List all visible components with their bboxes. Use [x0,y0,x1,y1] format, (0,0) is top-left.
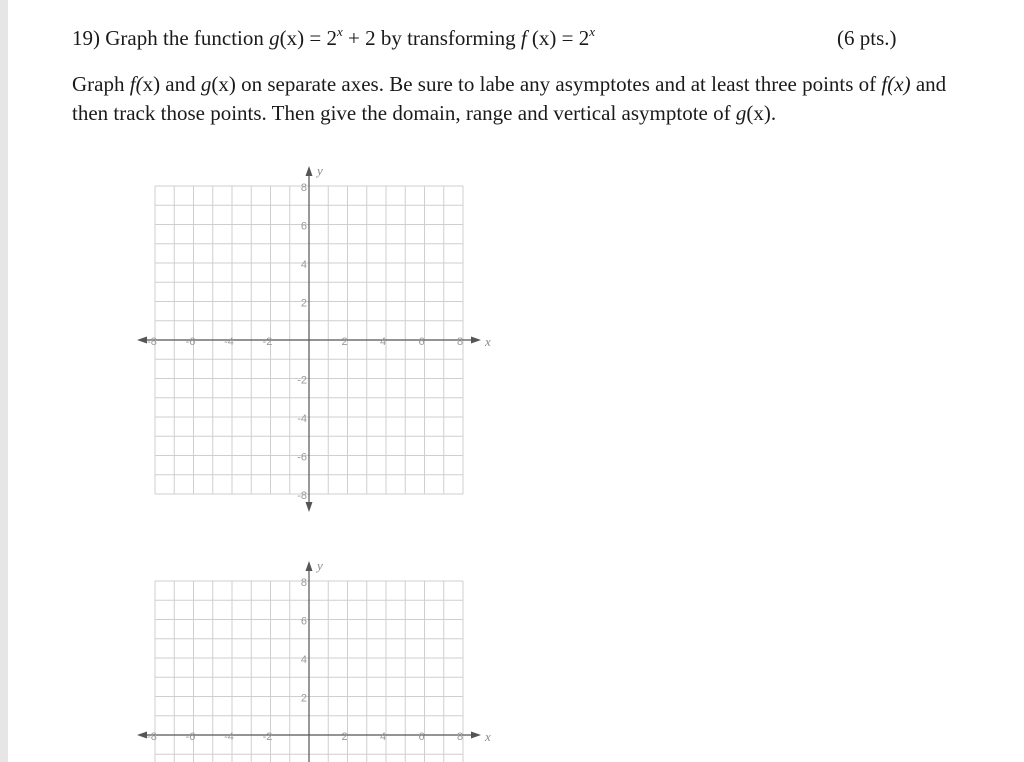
y-tick-label: 2 [300,297,307,310]
x-tick-label: 6 [418,731,425,743]
instr-text: x) and [142,72,201,96]
question-prompt: Graph the function [105,26,264,50]
instr-text: (x) on separate axes. Be sure to labe any asymptotes and at least three points of [211,72,882,96]
g-function-name: g [269,26,280,50]
x-tick-label: -8 [147,731,157,743]
x-tick-label: -4 [224,336,234,348]
g-exponent: x [336,24,343,39]
page-left-margin [0,0,8,762]
x-tick-label: -6 [185,731,196,743]
x-tick-label: 8 [456,336,464,348]
instructions-line-2 [72,99,1017,128]
question-number: 19) [72,26,100,50]
instr-fx: f(x) [881,72,911,96]
x-axis-right-arrow-icon [471,732,481,739]
y-tick-label: 2 [300,692,307,705]
instr-text: (x). [746,101,777,125]
x-axis-label: x [485,334,491,349]
x-tick-label: 2 [341,336,348,348]
y-axis-label: y [317,163,323,178]
instr-f: f( [129,72,143,96]
instr-text: then track those points. Then give the domain, range and vertical asymptote of [72,101,736,125]
y-tick-label: 6 [300,615,307,628]
g-expression: (x) = 2 [279,26,337,50]
y-tick-label: -6 [297,451,307,464]
y-tick-label: 8 [300,577,307,589]
instr-text: Graph [72,72,130,96]
x-tick-label: -4 [224,731,234,743]
question-line [72,24,1012,54]
f-expression: (x) = 2 [526,26,590,50]
y-tick-label: -8 [297,490,307,502]
instr-g: g [200,72,212,96]
y-axis-up-arrow-icon [306,166,313,176]
graph-f[interactable] [130,160,490,520]
y-tick-label: 8 [300,182,307,194]
x-tick-label: 2 [341,731,348,743]
graph-g[interactable] [130,555,490,762]
x-axis-left-arrow-icon [137,732,147,739]
x-axis-left-arrow-icon [137,337,147,344]
y-tick-label: 4 [300,259,307,271]
question-connector: by transforming [380,26,516,50]
y-tick-label: -2 [297,374,307,387]
f-exponent: x [589,24,596,39]
x-axis-label: x [485,729,491,744]
instr-text: and [910,72,947,96]
y-axis-down-arrow-icon [306,502,313,512]
y-tick-label: -4 [297,413,307,425]
x-tick-label: 4 [379,336,387,348]
instructions [72,70,1017,128]
y-tick-label: 6 [300,220,307,233]
points-value: (6 pts.) [837,26,897,50]
x-axis-right-arrow-icon [471,337,481,344]
x-tick-label: 6 [418,336,425,348]
x-tick-label: -8 [147,336,157,348]
x-tick-label: 8 [456,731,464,743]
x-tick-label: -6 [185,336,196,348]
instr-g: g [735,101,747,125]
g-expression-tail: + 2 [342,26,376,50]
y-axis-label: y [317,558,323,573]
x-tick-label: -2 [262,336,273,348]
question-text [72,26,595,51]
f-function-name: f [520,26,527,50]
x-tick-label: 4 [379,731,387,743]
x-tick-label: -2 [262,731,273,743]
y-axis-up-arrow-icon [306,561,313,571]
y-tick-label: 4 [300,654,307,666]
instructions-line-1 [72,70,1017,99]
